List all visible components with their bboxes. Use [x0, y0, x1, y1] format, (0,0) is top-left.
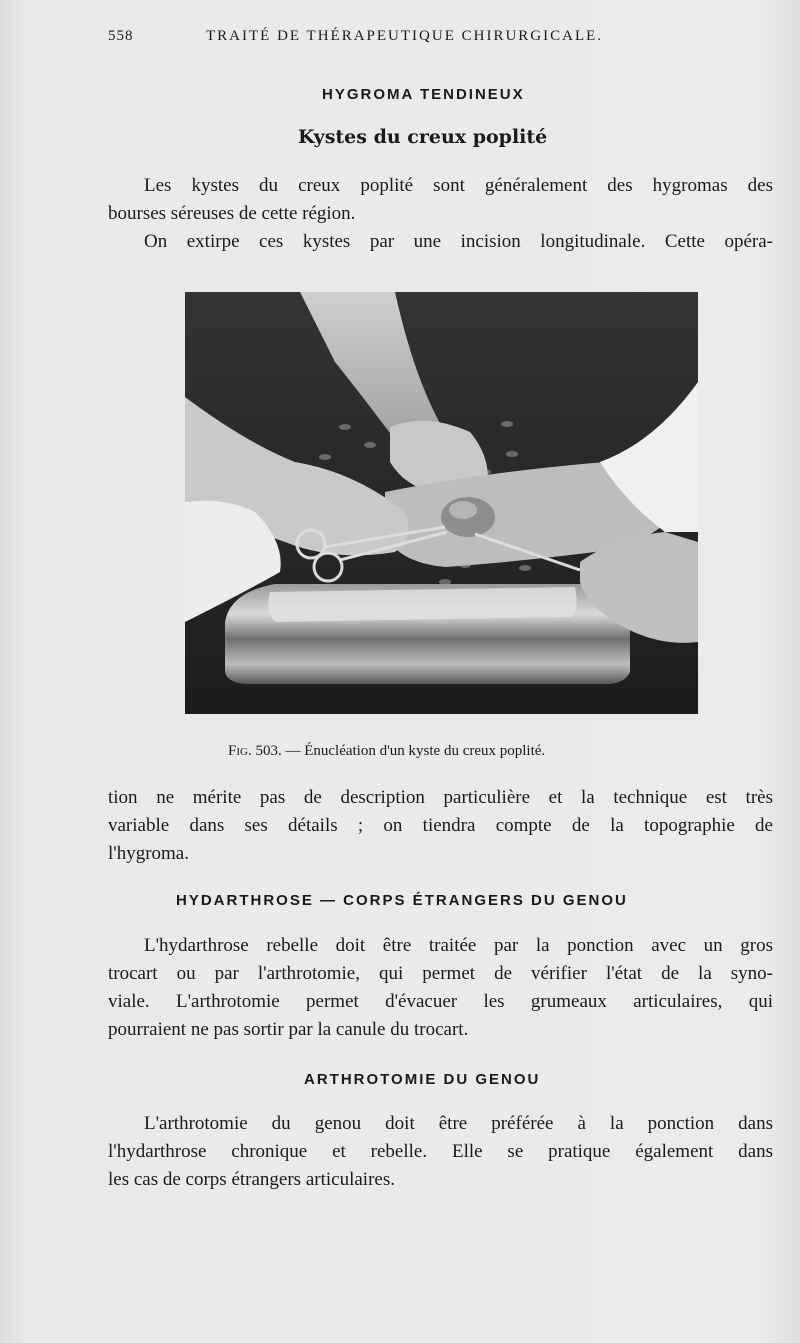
- text-line: pourraient ne pas sortir par la canule du trocart.: [108, 1019, 469, 1040]
- figure-caption: [228, 743, 545, 760]
- text-line: bourses séreuses de cette région.: [108, 203, 356, 224]
- paragraph-hydarthrose: [108, 932, 773, 1044]
- text-line: trocart ou par l'arthrotomie, qui permet de vérifier l'état de la syno-: [108, 963, 773, 984]
- text-line: variable dans ses détails ; on tiendra compte de la topographie de: [108, 815, 773, 836]
- section-title-hygroma: HYGROMA TENDINEUX: [322, 86, 525, 103]
- text-line: On extirpe ces kystes par une incision longitudinale. Cette opéra-: [144, 231, 773, 252]
- text-line: tion ne mérite pas de description particulière et la technique est très: [108, 787, 773, 808]
- section-subtitle-kystes: Kystes du creux poplité: [298, 126, 548, 148]
- section-title-arthrotomie: ARTHROTOMIE DU GENOU: [304, 1071, 541, 1088]
- text-line: l'hydarthrose chronique et rebelle. Elle se pratique également dans: [108, 1141, 773, 1162]
- figure-label: Fig.: [228, 743, 252, 759]
- page-number: 558: [108, 28, 134, 44]
- paragraph-arthrotomie: [108, 1110, 773, 1194]
- figure-caption-text: 503. — Énucléation d'un kyste du creux poplité.: [251, 743, 546, 759]
- paragraph-continuation: [108, 784, 773, 868]
- surgery-photo-illustration: [185, 292, 698, 714]
- running-title: TRAITÉ DE THÉRAPEUTIQUE CHIRURGICALE.: [206, 28, 604, 44]
- figure-photograph: [185, 292, 698, 714]
- text-line: L'hydarthrose rebelle doit être traitée par la ponction avec un gros: [144, 935, 773, 956]
- text-line: Les kystes du creux poplité sont généralement des hygromas des: [144, 175, 773, 196]
- text-line: l'hygroma.: [108, 843, 189, 864]
- text-line: L'arthrotomie du genou doit être préférée à la ponction dans: [144, 1113, 773, 1134]
- text-line: les cas de corps étrangers articulaires.: [108, 1169, 395, 1190]
- paragraph-intro: [108, 172, 773, 256]
- page-header: [108, 28, 668, 45]
- text-line: viale. L'arthrotomie permet d'évacuer les grumeaux articulaires, qui: [108, 991, 773, 1012]
- section-title-hydarthrose: HYDARTHROSE — CORPS ÉTRANGERS DU GENOU: [176, 892, 628, 909]
